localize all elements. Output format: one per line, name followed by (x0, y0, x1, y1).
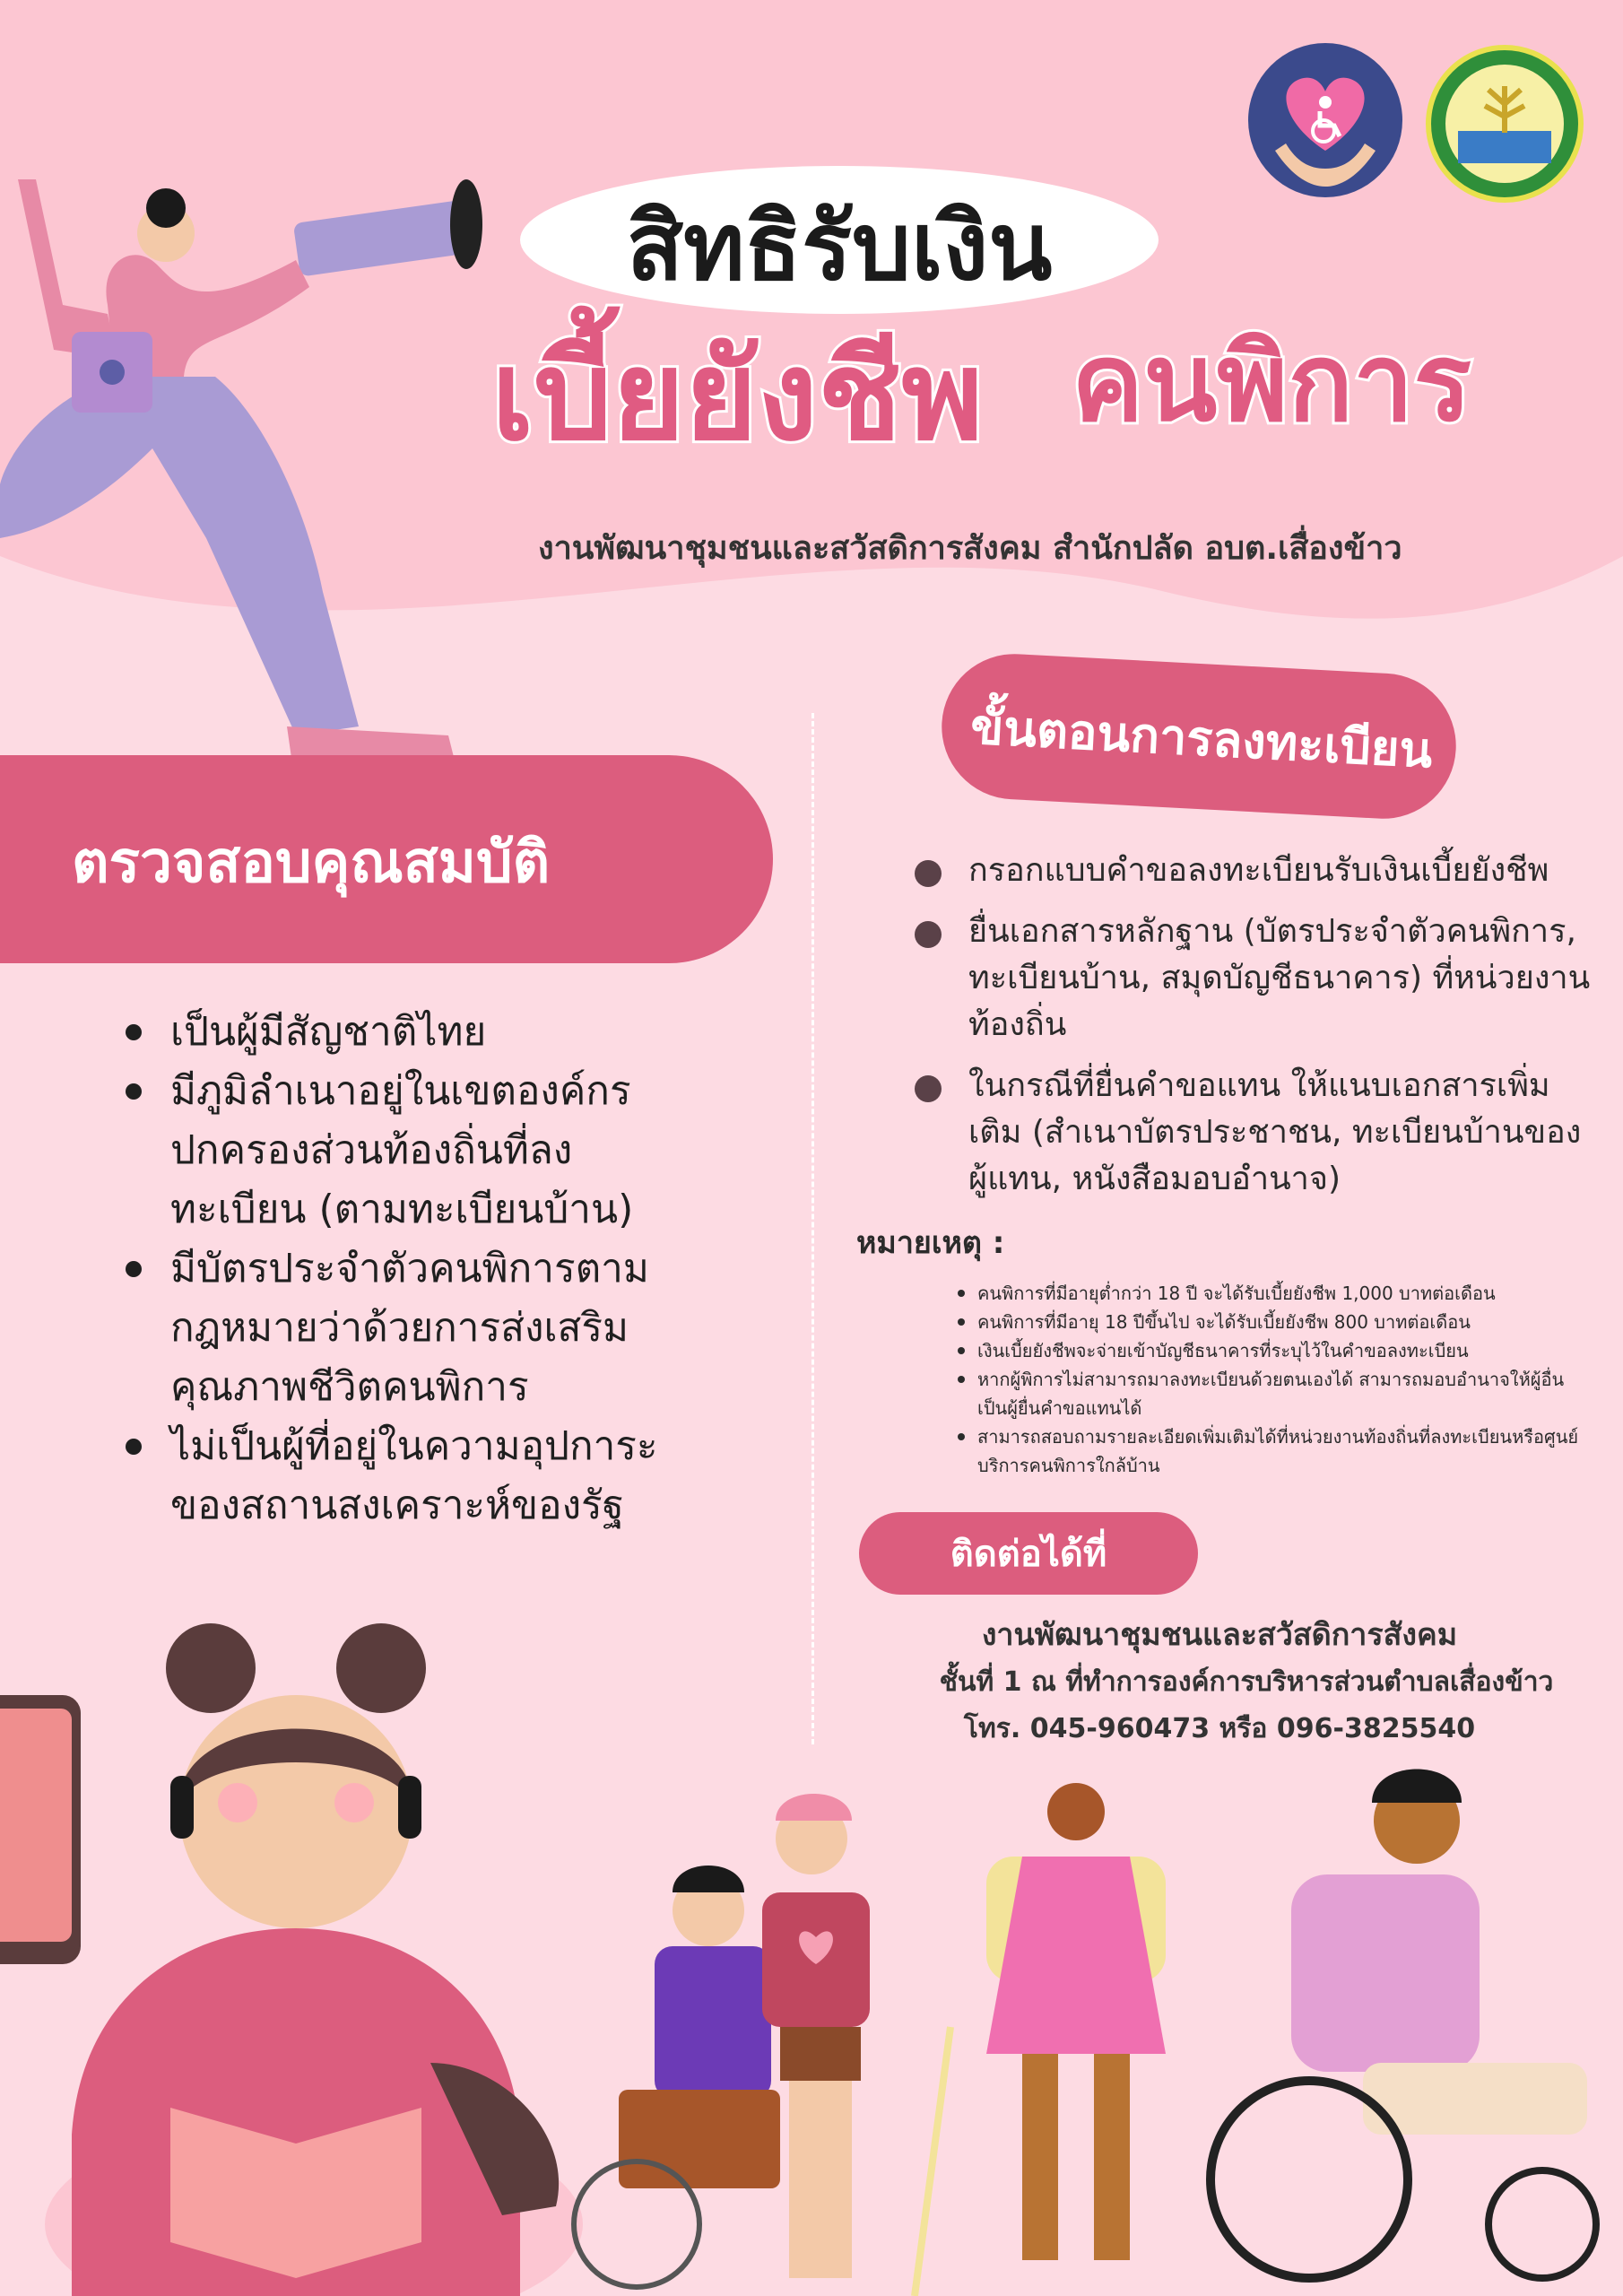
list-item: หากผู้พิการไม่สามารถมาลงทะเบียนด้วยตนเองได้ สามารถมอบอำนาจให้ผู้อื่นเป็นผู้ยื่นคำขอแทนได้ (958, 1365, 1585, 1422)
reading-girl-illustration (0, 1596, 628, 2296)
registration-steps-list (915, 848, 1596, 1217)
list-item: เป็นผู้มีสัญชาติไทย (126, 1003, 699, 1062)
diverse-people-illustration (556, 1758, 1623, 2296)
list-item: เงินเบี้ยยังชีพจะจ่ายเข้าบัญชีธนาคารที่ระบุไว้ในคำขอลงทะเบียน (958, 1336, 1585, 1365)
list-item: มีบัตรประจำตัวคนพิการตามกฎหมายว่าด้วยการส่งเสริมคุณภาพชีวิตคนพิการ (126, 1239, 699, 1417)
list-item: สามารถสอบถามรายละเอียดเพิ่มเติมได้ที่หน่วยงานท้องถิ่นที่ลงทะเบียนหรือศูนย์บริการคนพิการใกล้บ้าน (958, 1422, 1585, 1480)
megaphone-woman-illustration (0, 108, 502, 825)
notes-list (958, 1279, 1585, 1480)
list-item: คนพิการที่มีอายุต่ำกว่า 18 ปี จะได้รับเบี้ยยังชีพ 1,000 บาทต่อเดือน (958, 1279, 1585, 1308)
qualifications-list (126, 1003, 699, 1535)
column-divider (812, 713, 814, 1744)
tambon-seal-logo (1426, 45, 1584, 203)
contact-department: งานพัฒนาชุมชนและสวัสดิการสังคม (981, 1617, 1458, 1653)
contact-address: ชั้นที่ 1 ณ ที่ทำการองค์การบริหารส่วนตำบลเสื่องข้าว (939, 1666, 1554, 1698)
list-item: ในกรณีที่ยื่นคำขอแทน ให้แนบเอกสารเพิ่มเติม (สำเนาบัตรประชาชน, ทะเบียนบ้านของผู้แทน, หนังสือมอบอำนาจ) (915, 1063, 1596, 1203)
qualifications-heading: ตรวจสอบคุณสมบัติ (72, 830, 551, 896)
contact-phone: โทร. 045-960473 หรือ 096-3825540 (963, 1713, 1476, 1744)
list-item: คนพิการที่มีอายุ 18 ปีขึ้นไป จะได้รับเบี้ยยังชีพ 800 บาทต่อเดือน (958, 1308, 1585, 1336)
page-title-pension: เบี้ยยังชีพ (491, 324, 984, 468)
disability-care-heart-logo (1248, 43, 1402, 197)
list-item: กรอกแบบคำขอลงทะเบียนรับเงินเบี้ยยังชีพ (915, 848, 1596, 894)
list-item: ไม่เป็นผู้ที่อยู่ในความอุปการะของสถานสงเคราะห์ของรัฐ (126, 1417, 699, 1535)
page-title: สิทธิรับเงิน (626, 192, 1053, 301)
registration-heading: ขั้นตอนการลงทะเบียน (968, 698, 1435, 779)
notes-label: หมายเหตุ : (856, 1225, 1005, 1261)
page-subtitle: งานพัฒนาชุมชนและสวัสดิการสังคม สำนักปลัด อบต.เสื่องข้าว (538, 530, 1402, 567)
list-item: มีภูมิลำเนาอยู่ในเขตองค์กรปกครองส่วนท้องถิ่นที่ลงทะเบียน (ตามทะเบียนบ้าน) (126, 1062, 699, 1239)
contact-heading: ติดต่อได้ที่ (950, 1534, 1107, 1575)
page-title-disabled: คนพิการ (1072, 321, 1471, 446)
list-item: ยื่นเอกสารหลักฐาน (บัตรประจำตัวคนพิการ, ทะเบียนบ้าน, สมุดบัญชีธนาคาร) ที่หน่วยงานท้องถิ่น (915, 909, 1596, 1048)
